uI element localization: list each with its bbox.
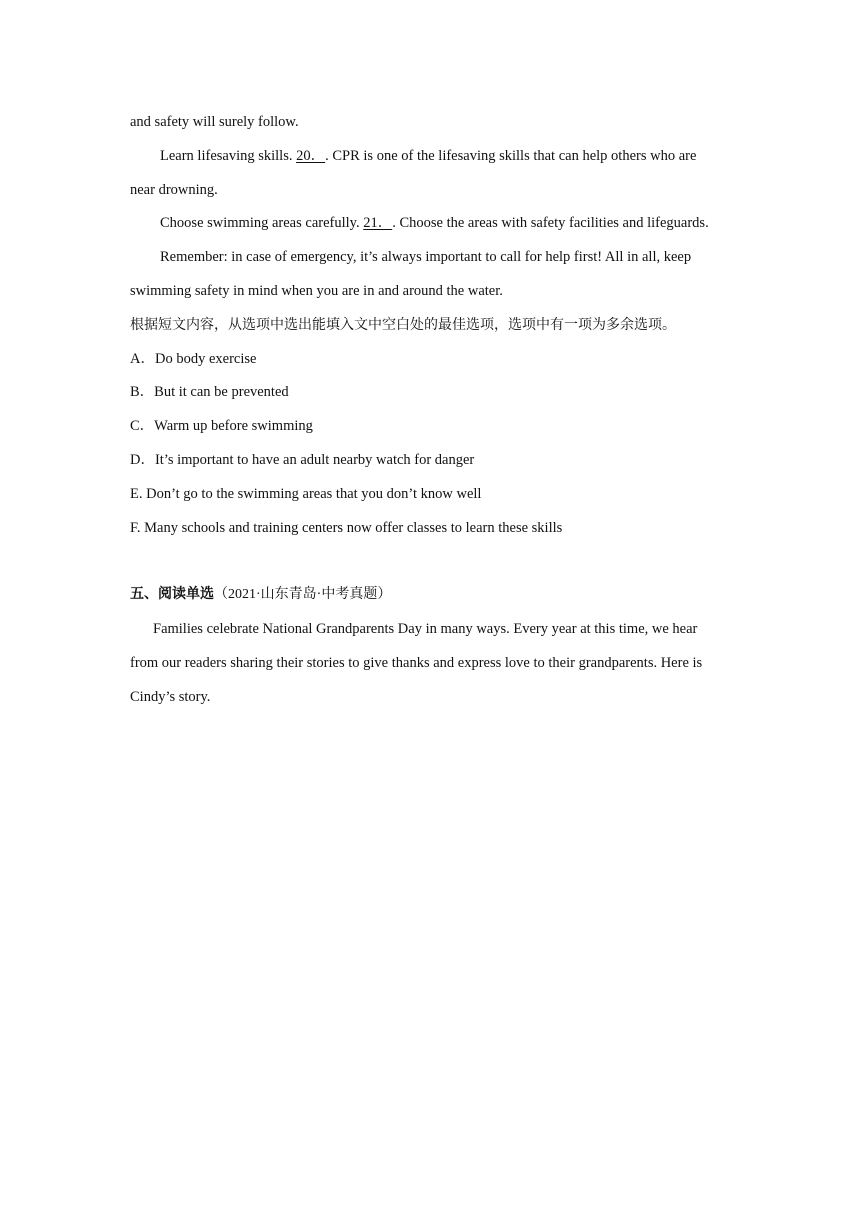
blank-21: 21． [363, 215, 393, 231]
section-heading [130, 585, 391, 604]
passage-line [160, 214, 709, 232]
passage-text: . Choose the areas with safety facilities and lifeguards. [392, 215, 709, 231]
passage-line: and safety will surely follow. [130, 114, 299, 130]
paragraph-line: Cindy’s story. [130, 689, 211, 705]
section-title: 五、阅读单选 [130, 586, 214, 602]
blank-20: 20． [296, 148, 326, 164]
passage-line: swimming safety in mind when you are in and around the water. [130, 283, 503, 299]
passage-text: . CPR is one of the lifesaving skills that can help others who are [325, 148, 697, 164]
passage-line: Remember: in case of emergency, it’s always important to call for help first! All in all, keep [160, 249, 692, 265]
option-a: A．Do body exercise [130, 351, 257, 367]
option-c: C．Warm up before swimming [130, 418, 313, 434]
option-f: F. Many schools and training centers now offer classes to learn these skills [130, 520, 563, 536]
section-source: （2021·山东青岛·中考真题） [214, 587, 392, 602]
passage-text: Choose swimming areas carefully. [160, 215, 364, 231]
option-d: D．It’s important to have an adult nearby watch for danger [130, 452, 475, 468]
paragraph-line: Families celebrate National Grandparents Day in many ways. Every year at this time, we hear [153, 621, 698, 637]
passage-line [160, 147, 696, 165]
option-b: B．But it can be prevented [130, 384, 289, 400]
instruction-text: 根据短文内容，从选项中选出能填入文中空白处的最佳选项，选项中有一项为多余选项。 [130, 317, 676, 333]
paragraph-line: from our readers sharing their stories to give thanks and express love to their grandparents. Here is [130, 655, 703, 671]
passage-line: near drowning. [130, 182, 218, 198]
option-e: E. Don’t go to the swimming areas that you don’t know well [130, 486, 482, 502]
passage-text: Learn lifesaving skills. [160, 148, 297, 164]
